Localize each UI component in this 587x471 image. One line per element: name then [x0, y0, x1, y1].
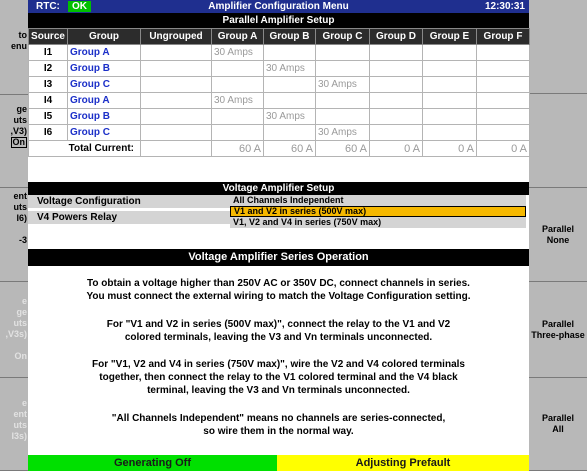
total-current-label: Total Current:: [29, 141, 141, 157]
current-cell: [477, 61, 530, 77]
table-row: [29, 77, 530, 93]
current-cell: [477, 109, 530, 125]
series-p1-line2: You must connect the external wiring to match the Voltage Configuration setting.: [86, 291, 471, 302]
current-cell: [264, 125, 316, 141]
right-softkey-2[interactable]: [529, 94, 587, 188]
voltage-option-v1-v2-v4-series[interactable]: V1, V2 and V4 in series (750V max): [230, 217, 526, 228]
series-paragraph-3: [28, 358, 529, 397]
current-cell: [370, 125, 423, 141]
current-cell: [477, 77, 530, 93]
clock: 12:30:31: [484, 1, 525, 12]
current-cell: [423, 109, 477, 125]
source-cell: I4: [29, 93, 68, 109]
right-softkey-parallel-three-phase[interactable]: [529, 282, 587, 378]
current-cell: [212, 77, 264, 93]
right-softkey-parallel-all-line2: All: [552, 424, 564, 434]
current-cell: [477, 125, 530, 141]
right-softkey-parallel-all[interactable]: [529, 378, 587, 471]
left-softkey-4-label: e ge uts ,V3s) On: [5, 296, 27, 361]
title-bar: [28, 0, 529, 13]
column-header: Group D: [370, 29, 423, 45]
series-p2-line1: For "V1 and V2 in series (500V max)", connect the relay to the V1 and V2: [106, 319, 451, 330]
group-select-cell[interactable]: Group B: [68, 109, 141, 125]
current-cell: [423, 93, 477, 109]
current-cell: [370, 61, 423, 77]
right-softkey-parallel-three-phase-line2: Three-phase: [531, 329, 585, 340]
voltage-option-v1-v2-series[interactable]: V1 and V2 in series (500V max): [230, 206, 526, 217]
left-softkey-5[interactable]: [0, 378, 28, 471]
table-row: [29, 109, 530, 125]
current-cell: [316, 45, 370, 61]
group-select-cell[interactable]: Group A: [68, 93, 141, 109]
total-current-value: [141, 141, 212, 157]
group-select-cell[interactable]: Group C: [68, 125, 141, 141]
current-cell: [477, 45, 530, 61]
rtc-status-badge: OK: [68, 1, 91, 12]
generating-status[interactable]: Generating Off: [28, 455, 277, 471]
table-row: [29, 125, 530, 141]
rtc-label: RTC:: [36, 1, 60, 12]
current-cell: [141, 61, 212, 77]
group-select-cell[interactable]: Group C: [68, 77, 141, 93]
current-cell: [212, 109, 264, 125]
current-cell: [423, 77, 477, 93]
right-softkey-parallel-none-line2: None: [546, 234, 570, 245]
source-cell: I5: [29, 109, 68, 125]
left-softkey-1-label: to enu: [10, 30, 27, 51]
voltage-configuration-label: Voltage Configuration: [28, 195, 230, 209]
right-softkey-column: [529, 0, 587, 471]
current-cell: [264, 45, 316, 61]
current-cell: 30 Amps: [212, 45, 264, 61]
current-cell: [423, 61, 477, 77]
current-cell: 30 Amps: [316, 125, 370, 141]
column-header: Group: [68, 29, 141, 45]
current-cell: [141, 45, 212, 61]
column-header: Group C: [316, 29, 370, 45]
current-cell: [370, 77, 423, 93]
current-cell: [212, 125, 264, 141]
total-current-value: 60 A: [316, 141, 370, 157]
table-row: [29, 61, 530, 77]
total-current-value: 0 A: [370, 141, 423, 157]
left-softkey-4[interactable]: [0, 282, 28, 378]
series-p3-line1: For "V1, V2 and V4 in series (750V max)", wire the V2 and V4 colored terminals: [92, 359, 465, 370]
table-row: [29, 45, 530, 61]
total-current-value: 60 A: [212, 141, 264, 157]
current-cell: [370, 45, 423, 61]
v4-powers-relay-label: V4 Powers Relay: [28, 211, 230, 225]
current-cell: [141, 93, 212, 109]
left-softkey-column: [0, 0, 28, 471]
current-cell: 30 Amps: [264, 61, 316, 77]
current-cell: [370, 93, 423, 109]
column-header: Group E: [423, 29, 477, 45]
source-cell: I3: [29, 77, 68, 93]
group-select-cell[interactable]: Group B: [68, 61, 141, 77]
series-p4-line2: so wire them in the normal way.: [203, 426, 354, 437]
current-cell: [423, 45, 477, 61]
series-p2-line2: colored terminals, leaving the V3 and Vn terminals unconnected.: [124, 332, 433, 343]
left-softkey-5-label: e ent uts I3s): [11, 398, 27, 441]
table-header-row: [29, 29, 530, 45]
total-current-row: [29, 141, 530, 157]
main-panel: [28, 0, 529, 471]
left-softkey-3[interactable]: [0, 188, 28, 282]
total-current-value: 0 A: [477, 141, 530, 157]
series-p4-line1: "All Channels Independent" means no channels are series-connected,: [111, 413, 446, 424]
table-row: [29, 93, 530, 109]
current-cell: [264, 77, 316, 93]
current-cell: 30 Amps: [316, 77, 370, 93]
right-softkey-1[interactable]: [529, 0, 587, 94]
column-header: Group F: [477, 29, 530, 45]
current-cell: 30 Amps: [212, 93, 264, 109]
current-cell: [370, 109, 423, 125]
column-header: Source: [29, 29, 68, 45]
current-cell: [316, 61, 370, 77]
current-cell: 30 Amps: [264, 109, 316, 125]
series-paragraph-2: [28, 318, 529, 344]
right-softkey-parallel-all-line1: Parallel: [541, 413, 575, 423]
series-p3-line2: together, then connect the relay to the V1 colored terminal and the V4 black: [99, 372, 458, 383]
series-paragraph-1: [28, 277, 529, 303]
current-cell: [141, 77, 212, 93]
current-cell: [316, 109, 370, 125]
series-p3-line3: terminal, leaving the V3 and Vn terminals unconnected.: [147, 385, 410, 396]
left-softkey-2[interactable]: [0, 95, 28, 188]
left-softkey-1[interactable]: [0, 0, 28, 95]
current-cell: [141, 109, 212, 125]
parallel-amplifier-table: [28, 28, 530, 157]
current-cell: [423, 125, 477, 141]
voltage-option-independent[interactable]: All Channels Independent: [230, 195, 526, 206]
source-cell: I1: [29, 45, 68, 61]
right-softkey-parallel-three-phase-line1: Parallel: [541, 318, 575, 329]
total-current-value: 60 A: [264, 141, 316, 157]
parallel-setup-header: Parallel Amplifier Setup: [28, 13, 529, 28]
column-header: Group A: [212, 29, 264, 45]
column-header: Ungrouped: [141, 29, 212, 45]
current-cell: [316, 93, 370, 109]
series-paragraph-4: [28, 412, 529, 438]
total-current-value: 0 A: [423, 141, 477, 157]
left-softkey-3-label: ent uts I6) -3: [13, 191, 27, 245]
page-title: Amplifier Configuration Menu: [208, 1, 349, 12]
current-cell: [264, 93, 316, 109]
prefault-status[interactable]: Adjusting Prefault: [277, 455, 529, 471]
series-operation-header: Voltage Amplifier Series Operation: [28, 249, 529, 266]
source-cell: I2: [29, 61, 68, 77]
group-select-cell[interactable]: Group A: [68, 45, 141, 61]
source-cell: I6: [29, 125, 68, 141]
current-cell: [212, 61, 264, 77]
voltage-setup-header: Voltage Amplifier Setup: [28, 182, 529, 195]
series-p1-line1: To obtain a voltage higher than 250V AC or 350V DC, connect channels in series.: [87, 278, 470, 289]
column-header: Group B: [264, 29, 316, 45]
right-softkey-parallel-none[interactable]: [529, 188, 587, 282]
right-softkey-parallel-none-line1: Parallel: [541, 223, 575, 234]
current-cell: [477, 93, 530, 109]
left-softkey-2-label: ge uts ,V3): [10, 104, 27, 136]
left-softkey-2-state: On: [12, 137, 25, 147]
current-cell: [141, 125, 212, 141]
